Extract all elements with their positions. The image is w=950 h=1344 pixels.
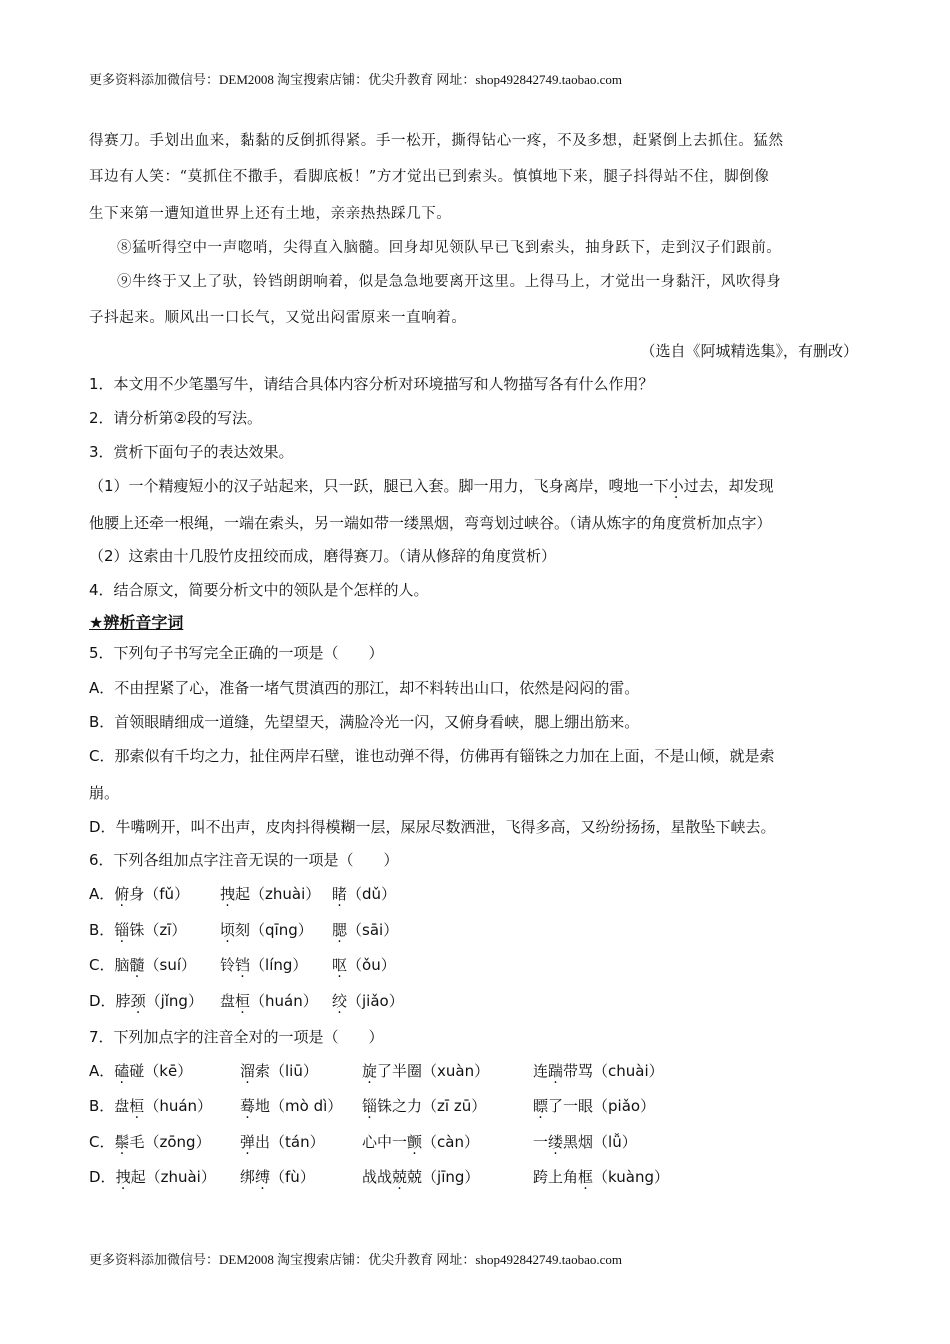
passage-source: （选自《阿城精选集》，有删改） <box>640 342 858 360</box>
question-5-option-a: A．不由捏紧了心，准备一堵气贯滇西的那江，却不料转出山口，依然是闷闷的雷。 <box>89 679 640 697</box>
dotted-character: 睹 <box>332 885 348 903</box>
text-segment: C． <box>89 1133 115 1151</box>
question-5-option-b: B．首领眼睛细成一道缝，先望望天，满脸冷光一闪，又俯身看峡，腮上绷出筋来。 <box>89 713 640 731</box>
question-3: 3．赏析下面句子的表达效果。 <box>89 443 294 461</box>
text-segment: D．脖 <box>89 992 131 1010</box>
text-segment: A． <box>89 885 115 903</box>
text-segment: 绑 <box>240 1168 256 1186</box>
dotted-character: 绞 <box>332 992 348 1010</box>
text-segment: （líng） <box>250 956 308 974</box>
text-segment: 身（fǔ） <box>129 885 190 903</box>
dotted-character: 顷 <box>220 921 236 939</box>
dotted-character: 磕 <box>114 1062 130 1080</box>
dotted-character: 拽 <box>115 1168 131 1186</box>
text-segment: 了一眼（piǎo） <box>548 1097 656 1115</box>
passage-paragraph-9: ⑨牛终于又上了驮，铃铛朗朗响着，似是急急地要离开这里。上得马上，才觉出一身黏汗，风吹得身 <box>117 274 782 290</box>
text-segment: B．盘 <box>89 1097 130 1115</box>
text-segment: 黑烟（lǚ） <box>563 1133 637 1151</box>
text-segment: 兢（jīng） <box>407 1168 480 1186</box>
text-segment: 铢（zī） <box>129 921 187 939</box>
dotted-character: 腮 <box>332 921 348 939</box>
text-segment: A． <box>89 1062 115 1080</box>
q7-option-b-item <box>362 1095 486 1116</box>
q6-option-b-item <box>220 919 313 940</box>
q7-option-c-item <box>533 1131 637 1152</box>
q6-option-c-item <box>332 954 396 975</box>
dotted-character: 瞟 <box>533 1097 549 1115</box>
question-3-1 <box>89 475 774 496</box>
section-title: ★辨析音字词 <box>89 613 184 632</box>
dotted-character: 踹 <box>548 1062 564 1080</box>
q7-option-c-item <box>362 1131 479 1152</box>
q6-option-d-item <box>220 990 318 1011</box>
text-segment: （suí） <box>144 956 196 974</box>
text-segment: D． <box>89 1168 116 1186</box>
question-7-stem: 7．下列加点字的注音全对的一项是（ ） <box>89 1028 384 1046</box>
q6-option-a-item <box>332 883 396 904</box>
dotted-character: 拽 <box>220 885 236 903</box>
text-segment: 地（mò dì） <box>255 1097 343 1115</box>
q7-option-c-item <box>89 1131 211 1152</box>
passage-line: 耳边有人笑：“莫抓住不撒手，看脚底板！”方才觉出已到索头。慎慎地下来，腿子抖得站不住，脚倒像 <box>89 169 770 185</box>
dotted-character: 锱 <box>114 921 130 939</box>
text-segment: B． <box>89 921 115 939</box>
dotted-character: 桓 <box>129 1097 145 1115</box>
text-segment: 索（liū） <box>255 1062 318 1080</box>
text-segment: 战战 <box>362 1168 393 1186</box>
page-footer: 更多资料添加微信号：DEM2008 淘宝搜索店铺：优尖升教育 网址：shop492842749.taobao.com <box>89 1252 622 1267</box>
dotted-character: 俯 <box>114 885 130 903</box>
dotted-character: 兢 <box>392 1168 408 1186</box>
q6-option-c-item <box>220 954 307 975</box>
text-segment: （huán） <box>144 1097 213 1115</box>
dotted-character: 缚 <box>255 1168 271 1186</box>
question-5-stem: 5．下列句子书写完全正确的一项是（ ） <box>89 644 384 662</box>
dotted-character: 溜 <box>240 1062 256 1080</box>
text-segment: （jǐng） <box>145 992 203 1010</box>
question-2: 2．请分析第②段的写法。 <box>89 409 262 427</box>
q7-option-d-item <box>362 1166 479 1187</box>
text-segment: 一 <box>533 1133 549 1151</box>
text-segment: 碰（kē） <box>129 1062 193 1080</box>
text-segment: 铢之力（zī zū） <box>377 1097 487 1115</box>
q7-option-b-item <box>240 1095 342 1116</box>
page-header: 更多资料添加微信号：DEM2008 淘宝搜索店铺：优尖升教育 网址：shop492842749.taobao.com <box>89 72 622 87</box>
text-segment: 心中一 <box>362 1133 408 1151</box>
q7-option-a-item <box>89 1060 192 1081</box>
q7-option-c-item <box>240 1131 325 1152</box>
passage-paragraph-8: ⑧猛听得空中一声唿哨，尖得直入脑髓。回身却见领队早已飞到索头，抽身跃下，走到汉子们跟前。 <box>117 240 782 256</box>
dotted-character: 框 <box>578 1168 594 1186</box>
dotted-character: 桓 <box>235 992 251 1010</box>
dotted-character: 缕 <box>548 1133 564 1151</box>
text-segment: 跨上角 <box>533 1168 579 1186</box>
q6-option-b-item <box>332 919 398 940</box>
question-4: 4．结合原文，简要分析文中的领队是个怎样的人。 <box>89 581 429 599</box>
text-segment: 过去，却发现 <box>683 477 774 495</box>
question-5-option-d: D．牛嘴咧开，叫不出声，皮肉抖得模糊一层，屎尿尽数洒泄，飞得多高，又纷纷扬扬，星散坠下峡去。 <box>89 818 776 836</box>
passage-line: 子抖起来。顺风出一口长气，又觉出闷雷原来一直响着。 <box>89 310 467 326</box>
dotted-character: 呕 <box>332 956 348 974</box>
q7-option-a-item <box>533 1060 664 1081</box>
text-segment: （jiǎo） <box>347 992 404 1010</box>
q7-option-d-item <box>89 1166 216 1187</box>
text-segment: （kuàng） <box>593 1168 669 1186</box>
text-segment: （1）一个精瘦短小的汉子站起来，只一跃，腿已入套。脚一用力，飞身离岸，嗖地一下 <box>89 477 669 495</box>
q7-option-d-item <box>533 1166 669 1187</box>
text-segment: 起（zhuài） <box>130 1168 216 1186</box>
q7-option-d-item <box>240 1166 315 1187</box>
dotted-character: 铛 <box>235 956 251 974</box>
text-segment: （sāi） <box>347 921 399 939</box>
question-6-stem: 6．下列各组加点字注音无误的一项是（ ） <box>89 851 399 869</box>
text-segment: 盘 <box>220 992 236 1010</box>
dotted-character: 蓦 <box>240 1097 256 1115</box>
text-segment: （huán） <box>250 992 318 1010</box>
question-3-2: （2）这索由十几股竹皮扭绞而成，磨得赛刀。（请从修辞的角度赏析） <box>89 547 557 565</box>
text-segment: 刻（qīng） <box>235 921 313 939</box>
text-segment: 了半圈（xuàn） <box>377 1062 490 1080</box>
q7-option-b-item <box>533 1095 655 1116</box>
text-segment: 毛（zōng） <box>129 1133 211 1151</box>
question-1: 1．本文用不少笔墨写牛，请结合具体内容分析对环境描写和人物描写各有什么作用？ <box>89 375 654 393</box>
question-5-option-c: C．那索似有千均之力，扯住两岸石壁，谁也动弹不得，仿佛再有锱铢之力加在上面，不是山倾，就是索 <box>89 747 775 765</box>
q6-option-a-item <box>89 883 189 904</box>
text-segment: （ǒu） <box>347 956 396 974</box>
q6-option-b-item <box>89 919 186 940</box>
question-3-1-cont: 他腰上还牵一根绳，一端在索头，另一端如带一缕黑烟，弯弯划过峡谷。（请从炼字的角度赏析加点字） <box>89 514 772 532</box>
text-segment: （càn） <box>422 1133 479 1151</box>
q6-option-d-item <box>332 990 404 1011</box>
text-segment: （dǔ） <box>347 885 397 903</box>
text-segment: （fù） <box>270 1168 315 1186</box>
passage-line: 生下来第一遭知道世界上还有土地，亲亲热热踩几下。 <box>89 206 452 222</box>
dotted-character: 颈 <box>130 992 146 1010</box>
text-segment: C．脑 <box>89 956 130 974</box>
q6-option-d-item <box>89 990 203 1011</box>
dotted-character: 旋 <box>362 1062 378 1080</box>
q7-option-b-item <box>89 1095 212 1116</box>
q7-option-a-item <box>362 1060 489 1081</box>
dotted-character: 颤 <box>407 1133 423 1151</box>
text-segment: 起（zhuài） <box>235 885 321 903</box>
text-segment: 带骂（chuài） <box>563 1062 664 1080</box>
q6-option-a-item <box>220 883 320 904</box>
q7-option-a-item <box>240 1060 318 1081</box>
dotted-character: 髓 <box>129 956 145 974</box>
dotted-character: 锱 <box>362 1097 378 1115</box>
question-5-option-c-cont: 崩。 <box>89 784 120 802</box>
passage-line: 得赛刀。手划出血来，黏黏的反倒抓得紧。手一松开，撕得钻心一疼，不及多想，赶紧倒上去抓住。猛然 <box>89 133 784 149</box>
q6-option-c-item <box>89 954 196 975</box>
text-segment: 连 <box>533 1062 549 1080</box>
text-segment: 出（tán） <box>255 1133 325 1151</box>
dotted-character: 小 <box>668 477 684 495</box>
dotted-character: 鬃 <box>114 1133 130 1151</box>
dotted-character: 弹 <box>240 1133 256 1151</box>
text-segment: 铃 <box>220 956 236 974</box>
